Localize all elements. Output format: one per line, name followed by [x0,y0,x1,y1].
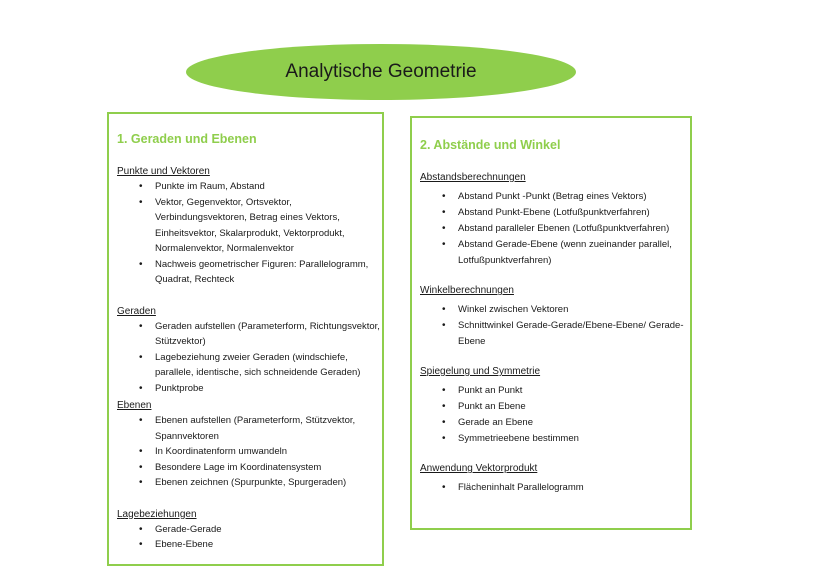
list-winkelberechnungen [420,302,690,350]
list-item: • Besondere Lage im Koordinatensystem [139,460,382,476]
box2-heading: 2. Abstände und Winkel [420,138,561,152]
section-title-lagebeziehungen: Lagebeziehungen [117,508,197,520]
list-item: • Abstand Punkt -Punkt (Betrag eines Vektors) [442,189,690,205]
list-item: • Ebene-Ebene [139,537,382,553]
section-title-geraden: Geraden [117,305,156,317]
list-item: • In Koordinatenform umwandeln [139,444,382,460]
box1-heading: 1. Geraden und Ebenen [117,132,257,146]
section-title-winkelberechnungen: Winkelberechnungen [420,285,514,296]
list-lagebeziehungen [117,522,382,553]
section-title-punkte-und-vektoren: Punkte und Vektoren [117,166,210,177]
list-geraden [117,319,382,397]
list-item: • Winkel zwischen Vektoren [442,302,690,318]
list-item: • Ebenen zeichnen (Spurpunkte, Spurgeraden) [139,475,382,491]
list-spiegelung-und-symmetrie [420,383,690,447]
section-title-spiegelung-und-symmetrie: Spiegelung und Symmetrie [420,366,541,377]
list-item: • Ebenen aufstellen (Parameterform, Stützvektor, Spannvektoren [139,413,382,444]
box-geraden-und-ebenen [107,112,384,566]
list-item: • Schnittwinkel Gerade-Gerade/Ebene-Ebene/ Gerade-Ebene [442,318,690,350]
title-ellipse [186,44,576,100]
section-title-anwendung-vektorprodukt: Anwendung Vektorprodukt [420,463,538,474]
list-item: • Gerade an Ebene [442,415,690,431]
list-item: • Geraden aufstellen (Parameterform, Richtungsvektor, Stützvektor) [139,319,382,350]
section-title-ebenen: Ebenen [117,400,152,411]
list-anwendung-vektorprodukt [420,480,690,496]
list-item: • Punktprobe [139,381,382,397]
section-title-abstandsberechnungen: Abstandsberechnungen [420,172,526,183]
list-item: • Nachweis geometrischer Figuren: Parallelogramm, Quadrat, Rechteck [139,257,382,288]
list-punkte-und-vektoren [117,179,382,288]
list-abstandsberechnungen [420,189,690,269]
list-item: • Abstand Punkt-Ebene (Lotfußpunktverfahren) [442,205,690,221]
list-item: • Gerade-Gerade [139,522,382,538]
list-item: • Punkt an Ebene [442,399,690,415]
list-item: • Abstand Gerade-Ebene (wenn zueinander parallel, Lotfußpunktverfahren) [442,237,690,269]
list-item: • Abstand paralleler Ebenen (Lotfußpunktverfahren) [442,221,690,237]
list-ebenen [117,413,382,491]
list-item: • Punkt an Punkt [442,383,690,399]
box-abstaende-und-winkel [410,116,692,530]
list-item: • Punkte im Raum, Abstand [139,179,382,195]
list-item: • Vektor, Gegenvektor, Ortsvektor, Verbindungsvektoren, Betrag eines Vektors, Einheitsvektor, Skalarprodukt, Vektorprodukt, Normalenvektor, Normalenvektor [139,195,382,257]
page-title: Analytische Geometrie [285,61,477,82]
list-item: • Symmetrieebene bestimmen [442,431,690,447]
list-item: • Lagebeziehung zweier Geraden (windschiefe, parallele, identische, sich schneidende Geraden) [139,350,382,381]
list-item: • Flächeninhalt Parallelogramm [442,480,690,496]
